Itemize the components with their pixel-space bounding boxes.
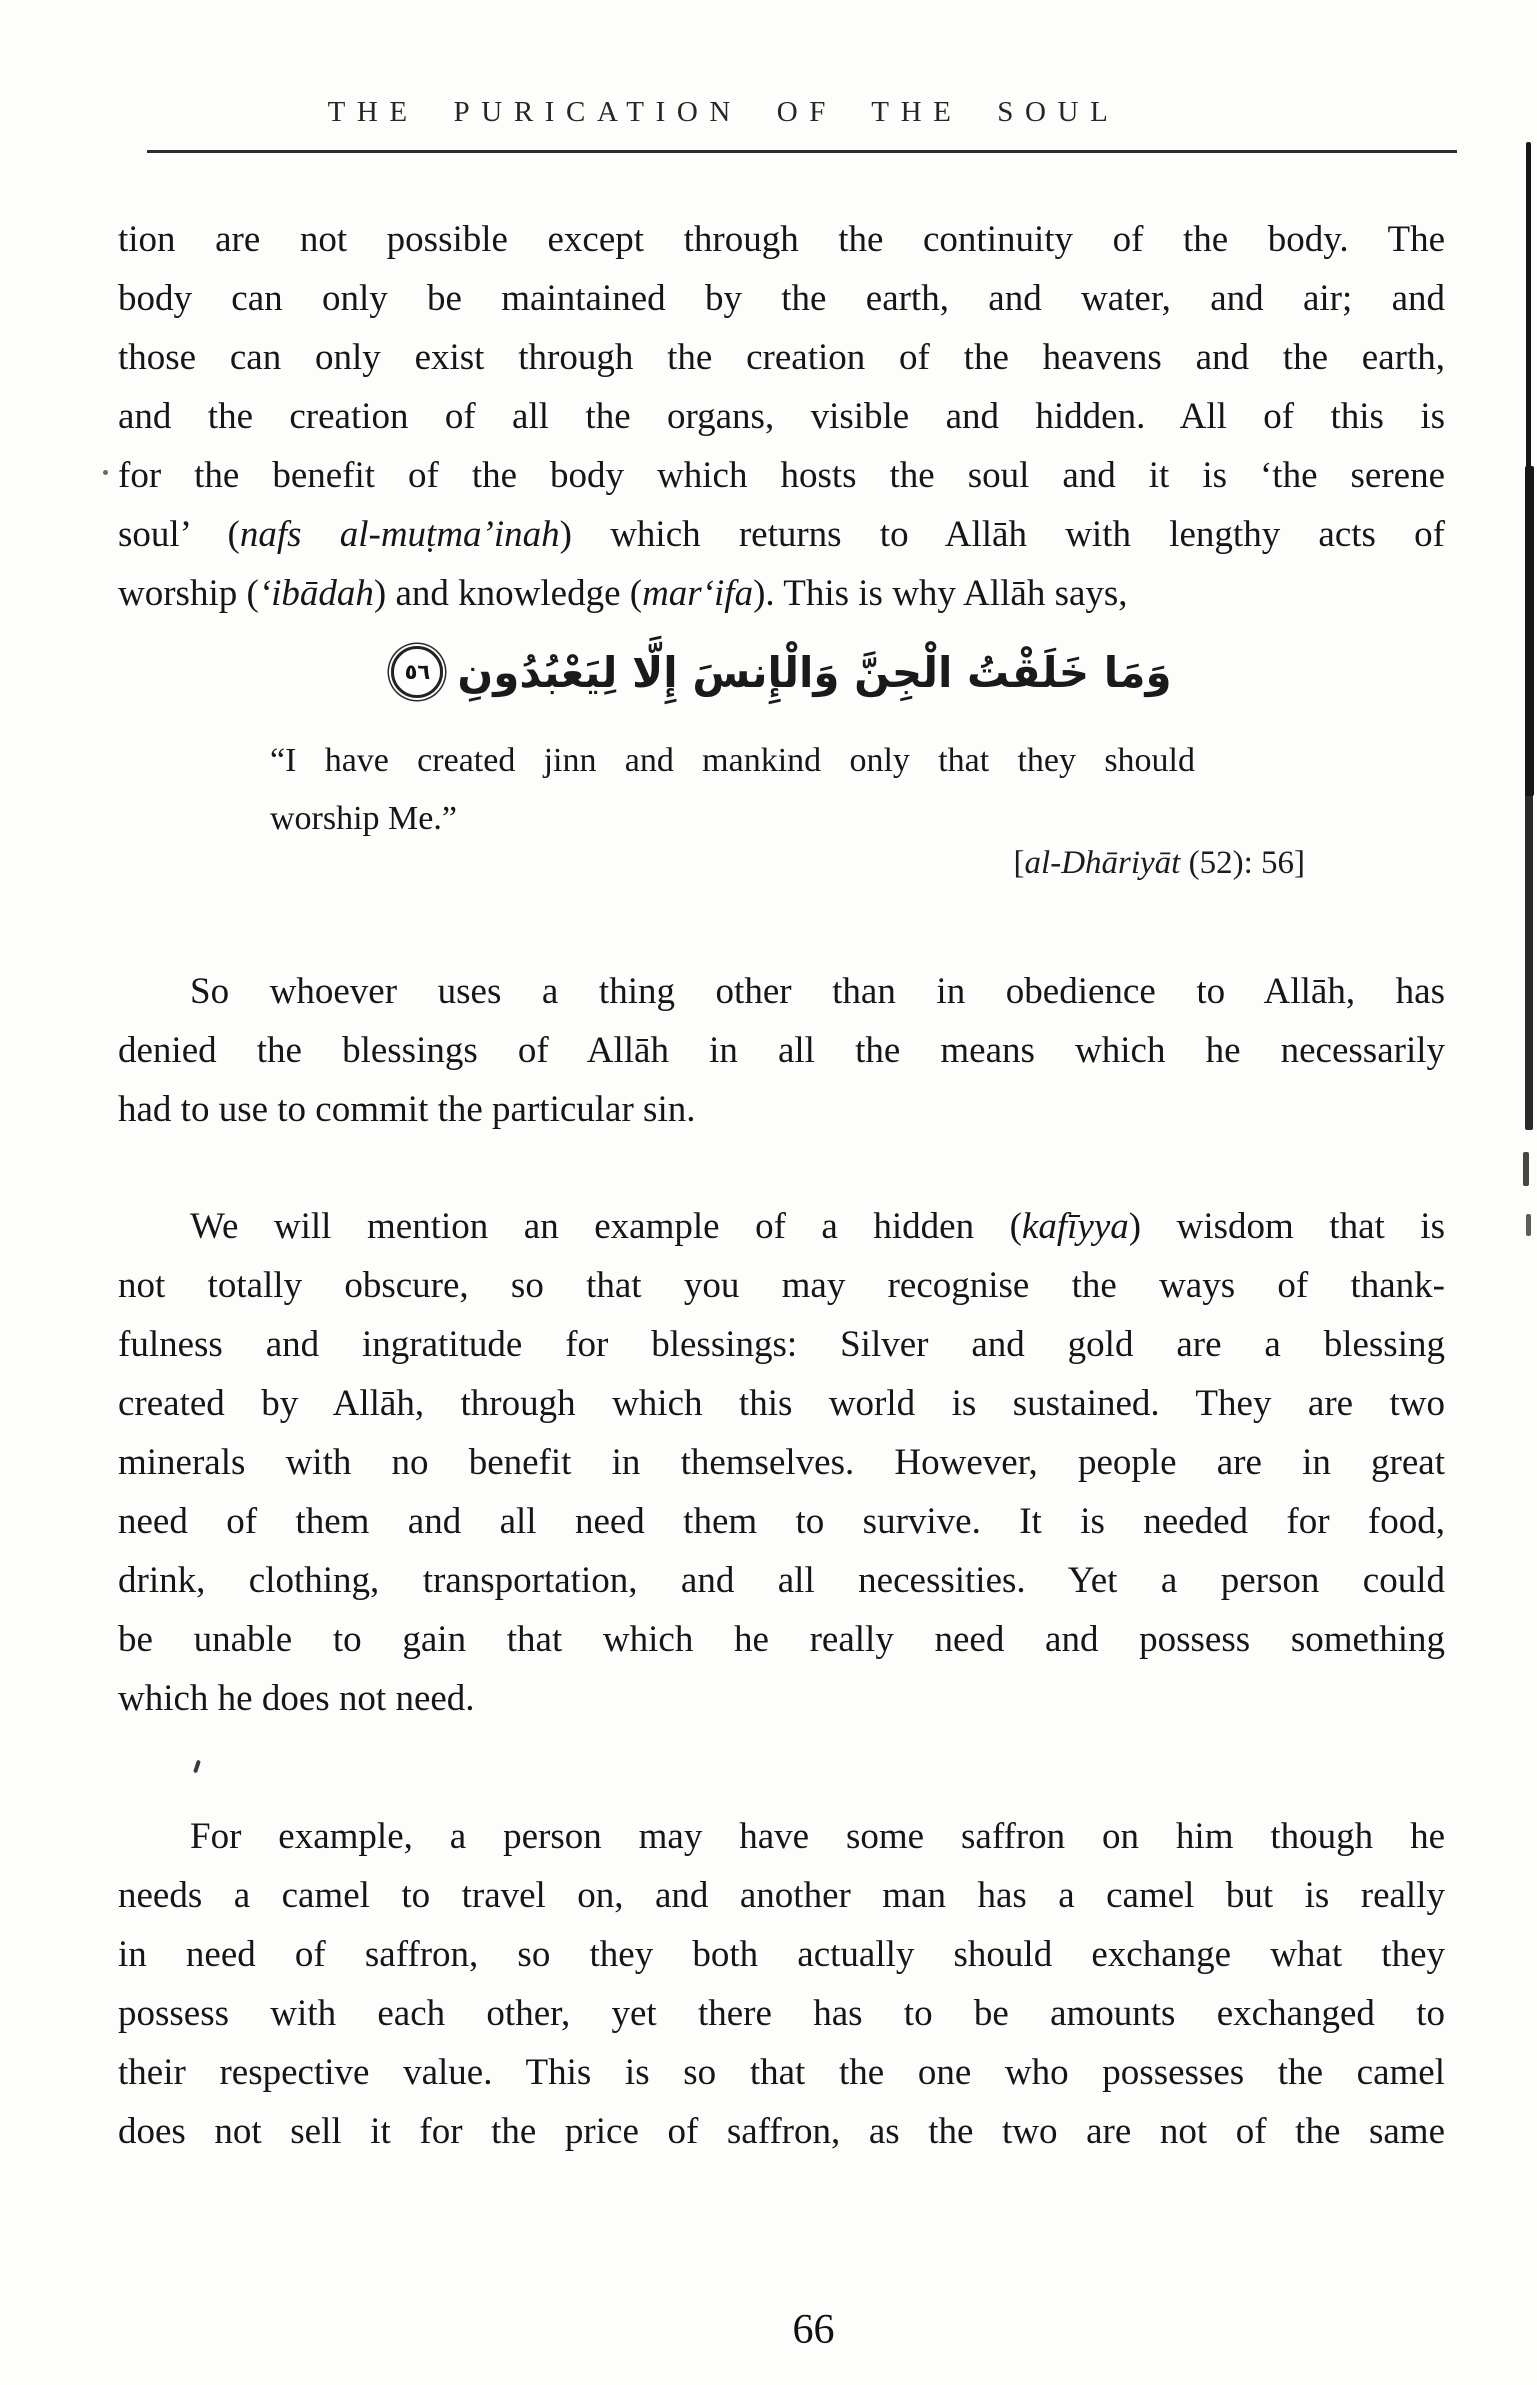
- text-line: created by Allāh, through which this world is sustained. They are two: [118, 1383, 1445, 1424]
- verse-citation: [al-Dhāriyāt (52): 56]: [1013, 845, 1305, 881]
- text-line: needs a camel to travel on, and another man has a camel but is really: [118, 1875, 1445, 1916]
- text-line: in need of saffron, so they both actually should exchange what they: [118, 1934, 1445, 1975]
- ayah-end-marker: [391, 646, 443, 698]
- text-line: does not sell it for the price of saffron, as the two are not of the same: [118, 2111, 1445, 2152]
- text-line: tion are not possible except through the continuity of the body. The: [118, 219, 1445, 260]
- text-line: denied the blessings of Allāh in all the means which he necessarily: [118, 1030, 1445, 1071]
- text-line: possess with each other, yet there has to be amounts exchanged to: [118, 1993, 1445, 2034]
- scan-speck: [103, 470, 108, 475]
- text-line: need of them and all need them to survive. It is needed for food,: [118, 1501, 1445, 1542]
- scan-speck: [193, 1760, 201, 1774]
- verse-translation: [270, 732, 1195, 848]
- paragraph: [118, 962, 1445, 1139]
- text-line: So whoever uses a thing other than in obedience to Allāh, has: [190, 971, 1445, 1012]
- text-line: which he does not need.: [118, 1678, 475, 1719]
- text-line: minerals with no benefit in themselves. However, people are in great: [118, 1442, 1445, 1483]
- scan-artifact: [1525, 780, 1533, 1130]
- text-line: had to use to commit the particular sin.: [118, 1089, 696, 1130]
- text-line: for the benefit of the body which hosts the soul and it is ‘the serene: [118, 455, 1445, 496]
- header-rule: [147, 150, 1457, 153]
- text-line: worship Me.”: [270, 800, 457, 837]
- text-line: those can only exist through the creation of the heavens and the earth,: [118, 337, 1445, 378]
- text-line: body can only be maintained by the earth, and water, and air; and: [118, 278, 1445, 319]
- text-line: We will mention an example of a hidden (kafīyya) wisdom that is: [190, 1206, 1445, 1247]
- text-line: “I have created jinn and mankind only that they should: [270, 742, 1195, 779]
- paragraph-continuation: [118, 210, 1445, 623]
- ayah-number: ٥٦: [404, 660, 431, 684]
- scan-artifact: [1525, 466, 1534, 796]
- text-line: not totally obscure, so that you may recognise the ways of thank-: [118, 1265, 1445, 1306]
- text-line: For example, a person may have some saffron on him though he: [190, 1816, 1445, 1857]
- scan-artifact: [1526, 1214, 1531, 1236]
- text-line: fulness and ingratitude for blessings: Silver and gold are a blessing: [118, 1324, 1445, 1365]
- text-line: soul’ (nafs al-muṭma’inah) which returns to Allāh with lengthy acts of: [118, 514, 1445, 555]
- text-line: their respective value. This is so that the one who possesses the camel: [118, 2052, 1445, 2093]
- scan-artifact: [1526, 142, 1531, 482]
- text-line: and the creation of all the organs, visible and hidden. All of this is: [118, 396, 1445, 437]
- paragraph: [118, 1197, 1445, 1728]
- text-line: be unable to gain that which he really need and possess something: [118, 1619, 1445, 1660]
- scan-artifact: [1523, 1152, 1529, 1186]
- paragraph: [118, 1807, 1445, 2161]
- arabic-calligraphy: وَمَا خَلَقْتُ الْجِنَّ وَالْإِنسَ إِلَّا لِيَعْبُدُونِ: [457, 647, 1172, 697]
- page-number: 66: [792, 2307, 835, 2353]
- text-line: worship (‘ibādah) and knowledge (mar‘ifa). This is why Allāh says,: [118, 573, 1128, 614]
- running-header: THE PURICATION OF THE SOUL: [327, 96, 1120, 128]
- quran-verse-arabic: [118, 630, 1445, 714]
- text-line: drink, clothing, transportation, and all necessities. Yet a person could: [118, 1560, 1445, 1601]
